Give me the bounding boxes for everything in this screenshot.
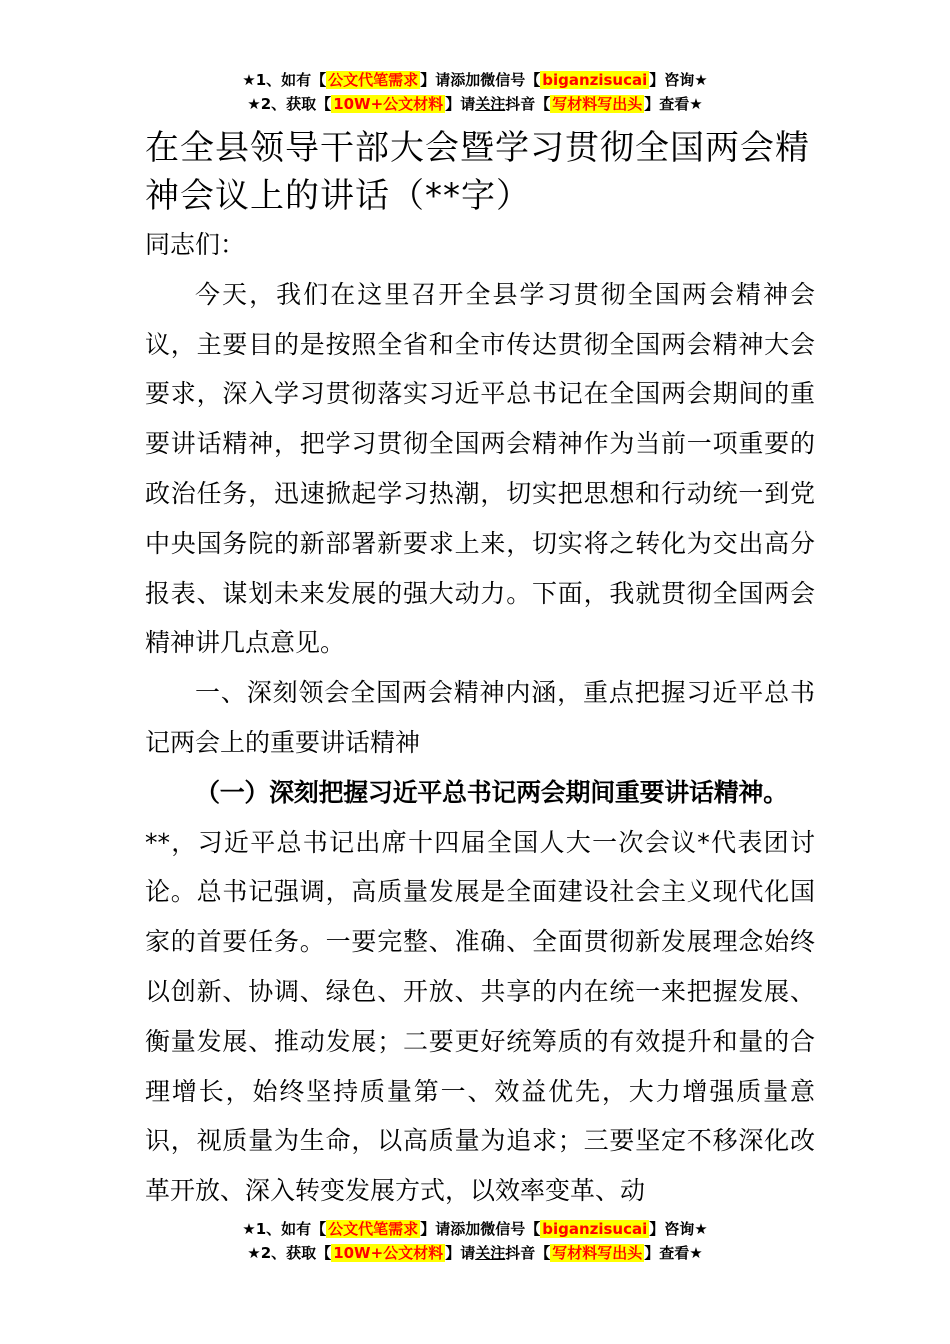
promo-underlined: 关注 bbox=[475, 1244, 506, 1262]
paragraph: 今天，我们在这里召开全县学习贯彻全国两会精神会议，主要目的是按照全省和全市传达贯彻全国两会精神大会要求，深入学习贯彻落实习近平总书记在全国两会期间的重要讲话精神，把学习贯彻全国两会精神作为当前一项重要的政治任务，迅速掀起学习热潮，切实把思想和行动统一到党中央国务院的新部署新要求上来，切实将之转化为交出高分报表、谋划未来发展的强大动力。下面，我就贯彻全国两会精神讲几点意见。 bbox=[145, 279, 815, 658]
salutation: 同志们： bbox=[145, 230, 246, 259]
promo-text: ★1、如有【 bbox=[242, 71, 327, 89]
promo-text: 】请 bbox=[445, 1244, 476, 1262]
section-heading: 一、深刻领会全国两会精神内涵，重点把握习近平总书记两会上的重要讲话精神 bbox=[145, 678, 815, 757]
document-body bbox=[145, 220, 815, 1216]
subsection-heading: （一）深刻把握习近平总书记两会期间重要讲话精神。 bbox=[195, 777, 788, 807]
promo-highlight: biganzisucai bbox=[542, 71, 648, 89]
promo-text: 】查看★ bbox=[644, 95, 703, 113]
promo-line-2 bbox=[0, 92, 950, 116]
promo-highlight: 写材料写出头 bbox=[552, 95, 643, 113]
promo-text: 抖音【 bbox=[505, 95, 551, 113]
document-title: 在全县领导干部大会暨学习贯彻全国两会精神会议上的讲话（**字） bbox=[145, 128, 810, 216]
promo-text: ★2、获取【 bbox=[247, 95, 332, 113]
promo-line-1 bbox=[0, 68, 950, 92]
promo-highlight: 10W+公文材料 bbox=[333, 1244, 444, 1262]
promo-text: 】请 bbox=[445, 95, 476, 113]
promo-highlight: biganzisucai bbox=[542, 1220, 648, 1238]
promo-highlight: 10W+公文材料 bbox=[333, 95, 444, 113]
promo-highlight: 公文代笔需求 bbox=[328, 71, 419, 89]
promo-banner-bottom bbox=[0, 1217, 950, 1265]
promo-line-2 bbox=[0, 1241, 950, 1265]
promo-underlined: 关注 bbox=[475, 95, 506, 113]
promo-text: 】请添加微信号【 bbox=[420, 71, 541, 89]
promo-banner-top bbox=[0, 68, 950, 116]
promo-text: 】查看★ bbox=[644, 1244, 703, 1262]
promo-text: 抖音【 bbox=[505, 1244, 551, 1262]
promo-text: 】咨询★ bbox=[649, 1220, 708, 1238]
promo-highlight: 公文代笔需求 bbox=[328, 1220, 419, 1238]
promo-text: ★2、获取【 bbox=[247, 1244, 332, 1262]
promo-text: 】请添加微信号【 bbox=[420, 1220, 541, 1238]
promo-text: 】咨询★ bbox=[649, 71, 708, 89]
promo-line-1 bbox=[0, 1217, 950, 1241]
promo-text: ★1、如有【 bbox=[242, 1220, 327, 1238]
paragraph: **，习近平总书记出席十四届全国人大一次会议*代表团讨论。总书记强调，高质量发展是全面建设社会主义现代化国家的首要任务。一要完整、准确、全面贯彻新发展理念始终以创新、协调、绿色、开放、共享的内在统一来把握发展、衡量发展、推动发展；二要更好统筹质的有效提升和量的合理增长，始终坚持质量第一、效益优先，大力增强质量意识，视质量为生命，以高质量为追求；三要坚定不移深化改革开放、深入转变发展方式，以效率变革、动 bbox=[145, 827, 815, 1206]
promo-highlight: 写材料写出头 bbox=[552, 1244, 643, 1262]
